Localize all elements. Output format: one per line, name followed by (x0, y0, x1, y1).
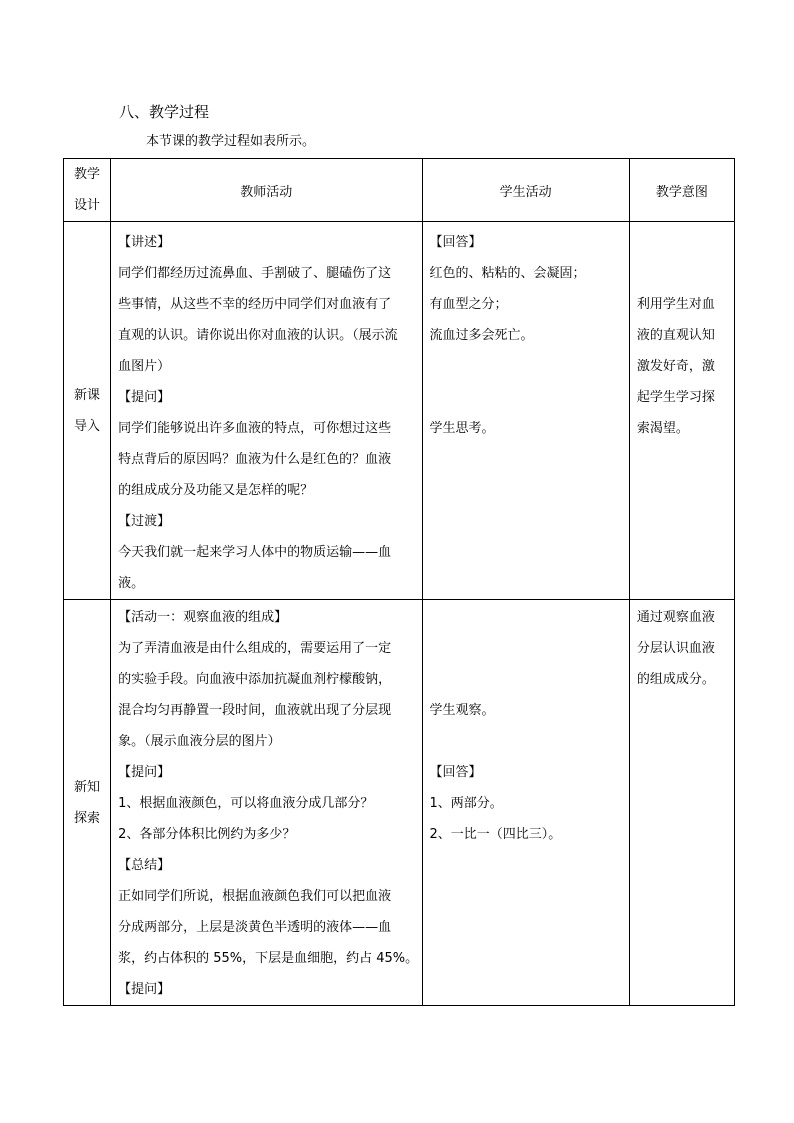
teaching-process-table (63, 158, 735, 1006)
teacher-line: 1、根据血液颜色，可以将血液分成几部分？ (118, 796, 374, 811)
teacher-line: 液。 (118, 576, 145, 591)
table-row-intro (64, 222, 735, 600)
stage-line2: 探索 (74, 810, 101, 826)
teacher-line: 为了弄清血液是由什么组成的，需要运用了一定 (118, 641, 392, 656)
header-purpose: 教学意图 (629, 159, 734, 222)
teacher-line: 的实验手段。向血液中添加抗凝血剂柠檬酸钠， (118, 672, 392, 687)
purpose-line: 利用学生对血 (636, 297, 715, 312)
student-line: 1、两部分。 (429, 796, 503, 811)
teacher-line: 【提问】 (118, 390, 171, 405)
purpose-line: 分层认识血液 (636, 641, 715, 656)
teacher-line: 些事情，从这些不幸的经历中同学们对血液有了 (118, 297, 392, 312)
stage-line1: 新课 (74, 387, 101, 403)
header-student: 学生活动 (422, 159, 629, 222)
student-line: 有血型之分； (429, 297, 508, 312)
spacer (637, 258, 730, 289)
teacher-line: 同学们都经历过流鼻血、手割破了、腿磕伤了这 (118, 266, 392, 281)
purpose-line: 通过观察血液 (636, 610, 715, 625)
header-stage (64, 159, 111, 222)
spacer (430, 664, 623, 695)
student-line: 【回答】 (429, 235, 482, 250)
purpose-line: 激发好奇，激 (636, 359, 715, 374)
student-line: 【回答】 (429, 765, 482, 780)
teacher-line: 【活动一：观察血液的组成】 (118, 610, 288, 625)
student-line: 红色的、粘粘的、会凝固； (429, 266, 586, 281)
teacher-line: 【过渡】 (118, 514, 171, 529)
header-teacher: 教师活动 (111, 159, 422, 222)
stage-cell (64, 222, 111, 600)
teacher-line: 特点背后的原因吗？血液为什么是红色的？血液 (118, 452, 392, 467)
purpose-line: 起学生学习探 (636, 390, 715, 405)
teacher-line: 同学们能够说出许多血液的特点，可你想过这些 (118, 421, 392, 436)
spacer (430, 633, 623, 664)
purpose-cell (629, 222, 734, 600)
table-row-explore (64, 600, 735, 1006)
teacher-line: 象。（展示血液分层的图片） (118, 734, 281, 749)
section-heading: 八、教学过程 (119, 103, 210, 121)
header-stage-line2: 设计 (74, 198, 101, 213)
header-stage-line1: 教学 (74, 167, 101, 182)
spacer (430, 351, 623, 382)
teacher-line: 正如同学们所说，根据血液颜色我们可以把血液 (118, 889, 392, 904)
teacher-line: 今天我们就一起来学习人体中的物质运输——血 (118, 545, 392, 560)
teacher-line: 【讲述】 (118, 235, 171, 250)
teacher-line: 混合均匀再静置一段时间，血液就出现了分层现 (118, 703, 392, 718)
purpose-line: 的组成成分。 (636, 672, 715, 687)
student-line: 2、一比一（四比三）。 (429, 827, 562, 842)
teacher-line: 【提问】 (118, 982, 171, 997)
teacher-line: 【提问】 (118, 765, 171, 780)
intro-text: 本节课的教学过程如表所示。 (146, 134, 316, 149)
teacher-line: 【总结】 (118, 858, 171, 873)
student-activity-cell (422, 222, 629, 600)
teacher-line: 浆，约占体积的 55%，下层是血细胞，约占 45%。 (118, 951, 419, 966)
student-activity-cell (422, 600, 629, 1006)
stage-line1: 新知 (74, 779, 101, 795)
stage-cell (64, 600, 111, 1006)
teacher-line: 分成两部分，上层是淡黄色半透明的液体——血 (118, 920, 392, 935)
teacher-activity-cell (111, 222, 422, 600)
teacher-line: 2、各部分体积比例约为多少？ (118, 827, 296, 842)
spacer (637, 227, 730, 258)
teacher-line: 血图片） (118, 359, 171, 374)
teacher-line: 直观的认识。请你说出你对血液的认识。（展示流 (118, 328, 398, 343)
student-line: 学生思考。 (429, 421, 495, 436)
purpose-line: 液的直观认知 (636, 328, 715, 343)
spacer (430, 726, 623, 757)
purpose-line: 索渴望。 (636, 421, 689, 436)
teacher-line: 的组成成分及功能又是怎样的呢？ (118, 483, 314, 498)
purpose-cell (629, 600, 734, 1006)
spacer (430, 602, 623, 633)
table-header-row (64, 159, 735, 222)
stage-line2: 导入 (74, 418, 101, 434)
student-line: 学生观察。 (429, 703, 495, 718)
student-line: 流血过多会死亡。 (429, 328, 534, 343)
teacher-activity-cell (111, 600, 422, 1006)
spacer (430, 382, 623, 413)
